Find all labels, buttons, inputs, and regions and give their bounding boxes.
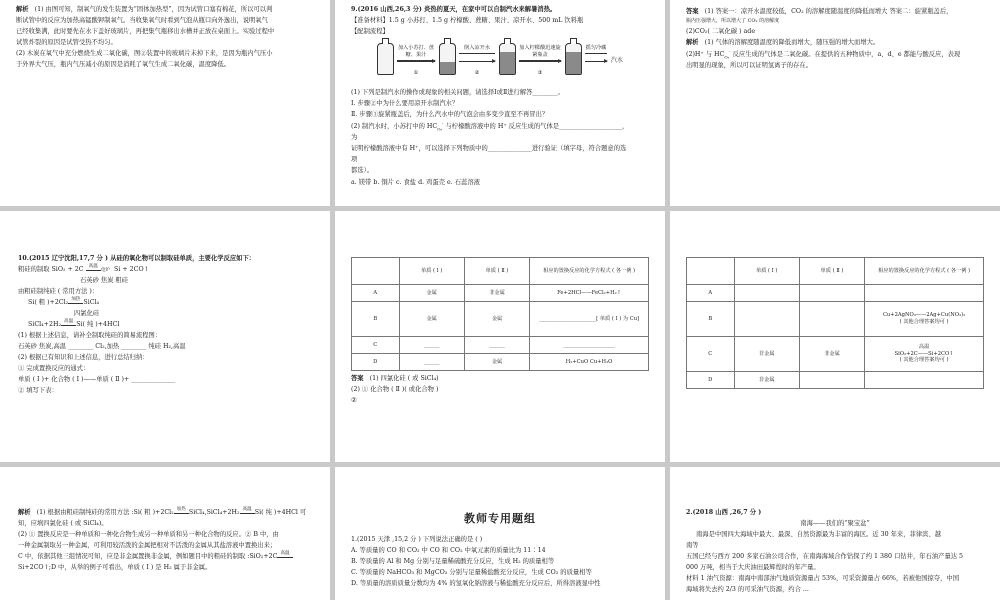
arrow-2 (459, 61, 495, 62)
q9-part-2: (2) 制汽水时，小苏打中的 $HC_{O_3}^-$ 与柠檬酸溶液中的 H⁺ 反应生成的气体是____________________， (351, 121, 629, 132)
arrow-4 (585, 61, 607, 62)
step-number-2: ② (474, 70, 480, 77)
choice-d: D. 等质量的溶质质量分数均为 4% 的氢氧化钠溶液与稀盐酸充分反应后，所得溶液显中性 (351, 580, 601, 588)
passage-line-6: 海域将失去约 2/3 的可采油气资源，约合 ... (686, 586, 809, 594)
flow-step-1: 加入小苏打、蔗糖、果汁 (397, 45, 435, 61)
step-number-1: ① (413, 70, 419, 77)
question-1-head: 1.(2015 天津 ,15,2 分 ) 下列说法正确的是 ( ) (351, 536, 483, 544)
flow-step-3: 加入柠檬酸迅速旋紧瓶盖 (519, 45, 561, 61)
answer-line-2: (2)CO₂( 二氧化碳 ) ade (686, 27, 756, 35)
page-6 (670, 211, 1000, 462)
flow-step-2: 倒入凉开水 (459, 45, 495, 54)
passage-line-2: 南等 (686, 542, 699, 550)
table-row: D 非金属 (687, 372, 984, 389)
table-row: A 金属 非金属 Fe+2HCl——FeCl₂+H₂↑ (352, 285, 649, 302)
table-header-2: 单质 ( Ⅱ ) (799, 258, 864, 285)
table-header-3: 相应的置换反应的化学方程式 ( 各一例 ) (530, 258, 649, 285)
answer-line-1: 答案 (1) 四氯化硅 ( 或 SiCl₄) (351, 375, 439, 382)
flow-step-4: 摇匀冷藏 (585, 45, 607, 54)
passage-line-1: 南海是中国四大海域中最大、最深、自然资源最为丰富的海区。近 30 年来，菲律宾、越 (696, 531, 942, 539)
analysis-line-4: 一种金属制取另一种金属，可利用较活泼的金属把相对不活泼的金属从其盐溶液中置换出来； (18, 542, 277, 550)
page-3 (670, 0, 1000, 206)
table-row: C 非金属 非金属 高温 SiO₂+2C——Si+2CO↑ ( 其他合理答案均可 ) (687, 337, 984, 372)
choice-b: B. 等质量的 Al 和 Mg 分别与足量稀硫酸充分反应，生成 H₂ 的质量相等 (351, 558, 555, 566)
q10-part-2b: 单质 ( Ⅰ )+ 化合物 ( Ⅰ )——单质 ( Ⅱ )+ ______________ (18, 376, 176, 384)
analysis-line-1: 解析 (1) 根据由粗硅制纯硅的常用方法 :Si( 粗 )+2Cl₂ 加热 SiCl₄,SiCl₄+2H₂ 高温 Si( 纯 )+4HCl 可 (18, 507, 307, 516)
answer-line-1b: 瓶内压强增大，所以增大了 CO₂ 的溶解度 (686, 18, 780, 25)
analysis-line-2: 断试管中的反应为加热高锰酸钾制氧气。当收集氧气时看到气泡从瓶口向外逸出，说明氧气 (16, 17, 268, 25)
table-row: B Cu+2AgNO₃——2Ag+Cu(NO₃)₂ ( 其他合理答案均可 ) (687, 302, 984, 337)
table-row: A (687, 285, 984, 302)
table-header-2: 单质 ( Ⅱ ) (464, 258, 529, 285)
choice-a: A. 等质量的 CO 和 CO₂ 中 CO 和 CO₂ 中氧元素的质量比为 11∶14 (351, 547, 546, 555)
answer-line-2: (2) ① 化合物 ( Ⅱ )( 或化合物 ) (351, 386, 439, 394)
choice-c: C. 等质量的 NaHCO₃ 和 MgCO₃ 分别与足量稀盐酸充分反应，生成 CO₂ 的质量相等 (351, 569, 592, 577)
reaction-1: Si( 粗 )+2Cl₂ 加热 SiCl₄ (28, 297, 100, 307)
analysis-line-6: 于外界大气压，瓶内气压减小的原因是消耗了氧气生成二氧化碳，温度降低。 (16, 61, 231, 69)
analysis-line-6: Si+2CO↑;D 中，从举的例子可看出，单质 ( Ⅰ ) 是 H₂ 属于非金属。 (18, 564, 212, 572)
page-1 (0, 0, 330, 206)
page-8 (335, 467, 665, 600)
flow-product: 汽水 (611, 57, 624, 65)
analysis-label: 解析 (16, 6, 29, 13)
equation-names: 石英砂 焦炭 粗硅 (80, 277, 129, 285)
table-header-3: 相应的置换反应的化学方程式 ( 各一例 ) (865, 258, 984, 285)
q10-part-2: (2) 根据已有知识和上述信息，进行总结归纳： (18, 354, 149, 362)
materials-line: 【准备材料】1.5 g 小苏打、1.5 g 柠檬酸、蔗糖、果汁、凉开水、500 mL 饮料瓶 (351, 17, 584, 25)
explain-line-3: 出明显的现象，所以可以证明氢离子的存在。 (686, 62, 812, 70)
q9-part-3: 证明柠檬酸溶液中有 H⁺，可以选择下列物质中的______________进行验证（填字母，符合题意的选 (351, 145, 627, 153)
step-number-3: ③ (537, 70, 543, 77)
page-5 (335, 211, 665, 462)
q9-part-3-cont2: 都选）。 (351, 167, 374, 175)
arrow-1 (397, 61, 435, 62)
table-header-1: 单质 ( Ⅰ ) (734, 258, 799, 285)
bottle-2 (439, 43, 456, 75)
answer-table (686, 257, 984, 389)
question-9-head: 9.(2016 山西,26,3 分) 炎热的夏天，在家中可以自制汽水来解暑消热。 (351, 6, 557, 13)
question-2-head: 2.(2018 山西 ,26,7 分 ) (686, 509, 762, 516)
explain-line-2: (2)H⁺ 与 $HC_{O_3}^-$ 反应生成的气体是二氧化碳。在提供的五种物质中，a、d、e 都能与酸反应，表现 (686, 48, 961, 60)
explain-line-1: 解析 (1) 气体的溶解度随温度的降低而增大，随压强的增大而增大。 (686, 38, 880, 46)
soda-flow-diagram (377, 39, 649, 83)
page-7 (0, 467, 330, 600)
table-row: D ______ 金属 H₂+CuO Cu+H₂O (352, 354, 649, 371)
page-2 (335, 0, 665, 206)
process-label: 【配制流程】 (351, 28, 389, 36)
q9-part-1: (1) 下列是制汽水的操作或现象的相关问题，请选择Ⅰ或Ⅱ进行解答________。 (351, 89, 564, 97)
analysis-line-3: 已经收集满，此时要先在水下盖好玻璃片，再把集气瓶移出水槽并正放在桌面上。实验过程中 (16, 28, 275, 36)
answer-line-3: ② (351, 397, 357, 405)
reaction-2: SiCl₄+2H₂ 高温 Si( 纯 )+4HCl (28, 319, 120, 329)
question-10-head: 10.(2015 辽宁沈阳,17,7 分 ) 从硅的氧化物可以制取硅单质，主要化学反应如下： (18, 255, 256, 262)
q10-flow: 石英砂 焦炭,高温 ________ Cl₂,加热 ________ 纯硅 H₂,高温 (18, 343, 186, 351)
analysis-line-3: (2) ① 置换反应是一种单质和一种化合物生成另一种单质和另一种化合物的反应。② B 中，由 (18, 531, 279, 539)
passage-line-4: 000 万吨，相当于大庆油田最辉煌时的年产量。 (686, 564, 820, 572)
arrow-3 (519, 61, 561, 62)
q9-part-2-cont: 为 (351, 134, 358, 142)
q10-part-2c: ② 填写下表： (18, 387, 58, 395)
table-row: B 金属 金属 ______________________[ 单质 ( Ⅰ ) 为 Cu] (352, 302, 649, 337)
page-9 (670, 467, 1000, 600)
bottle-3 (499, 43, 516, 75)
analysis-line-4: 试管炸裂的原因是试管受热不均匀。 (16, 39, 117, 47)
table-header-1: 单质 ( Ⅰ ) (399, 258, 464, 285)
bottle-1 (377, 43, 394, 75)
q10-part-2a: ① 完成置换反应的通式： (18, 365, 90, 373)
analysis-line-5: (2) 木炭在氧气中充分燃烧生成二氧化碳，图②装置中的玻璃片未掉下来，是因为瓶内气压小 (16, 50, 273, 58)
passage-line-3: 五国已经与西方 200 多家石油公司合作，在南海海域合作钻探了约 1 380 口钻井，年石油产量达 5 (686, 553, 964, 561)
q9-part-3-cont: 项 (351, 156, 358, 164)
analysis-line-5: C 中，依据其他三组情况可知，应是非金属置换非金属，例如题目中的粗硅的制取 :SiO₂+2C 高温 (18, 551, 314, 562)
passage-line-5: 材料 1 油气资源：南海中南部油气地质资源量占 53%，可采资源量占 66%，若被他国掠夺，中国 (686, 575, 959, 583)
q9-option-ii: Ⅱ. 步骤③旋紧瓶盖后，为什么汽水中的气泡会由多变少直至不再冒出？ (351, 111, 549, 119)
crude-si-equation: 粗硅的制取 SiO₂ + 2C 高温电炉 Si + 2CO↑ (18, 264, 149, 274)
answer-line-1: 答案 (1) 答案一：凉开水温度较低，CO₂ 的溶解度随温度的降低而增大 答案二：旋紧瓶盖后， (686, 8, 953, 15)
page-4 (0, 211, 330, 462)
analysis-line-2: 知，应填四氯化硅 ( 或 SiCl₄)。 (18, 520, 108, 528)
passage-title: 南海——我们的“聚宝盆” (800, 520, 870, 528)
reaction-1-name: 四氯化硅 (74, 310, 100, 318)
purify-label: 由粗硅制纯硅 ( 常用方法 )： (18, 288, 99, 296)
q10-part-1: (1) 根据上述信息，请补全制取纯硅的简易流程图： (18, 332, 162, 340)
q9-option-i: Ⅰ. 步骤②中为什么要用凉开水制汽水？ (351, 100, 459, 108)
analysis-line-1: 解析 (1) 由图可知，制氧气的发生装置为“固体加热型”，因为试管口塞有棉花，所以可以判 (16, 6, 273, 13)
table-row: C ______ ______ ____________________ (352, 337, 649, 354)
bottle-4 (565, 43, 582, 75)
reaction-table (351, 257, 649, 371)
q9-options: a. 镁带 b. 铜片 c. 食盐 d. 鸡蛋壳 e. 石蕊溶液 (351, 178, 480, 186)
section-title: 教师专用题组 (464, 512, 536, 525)
